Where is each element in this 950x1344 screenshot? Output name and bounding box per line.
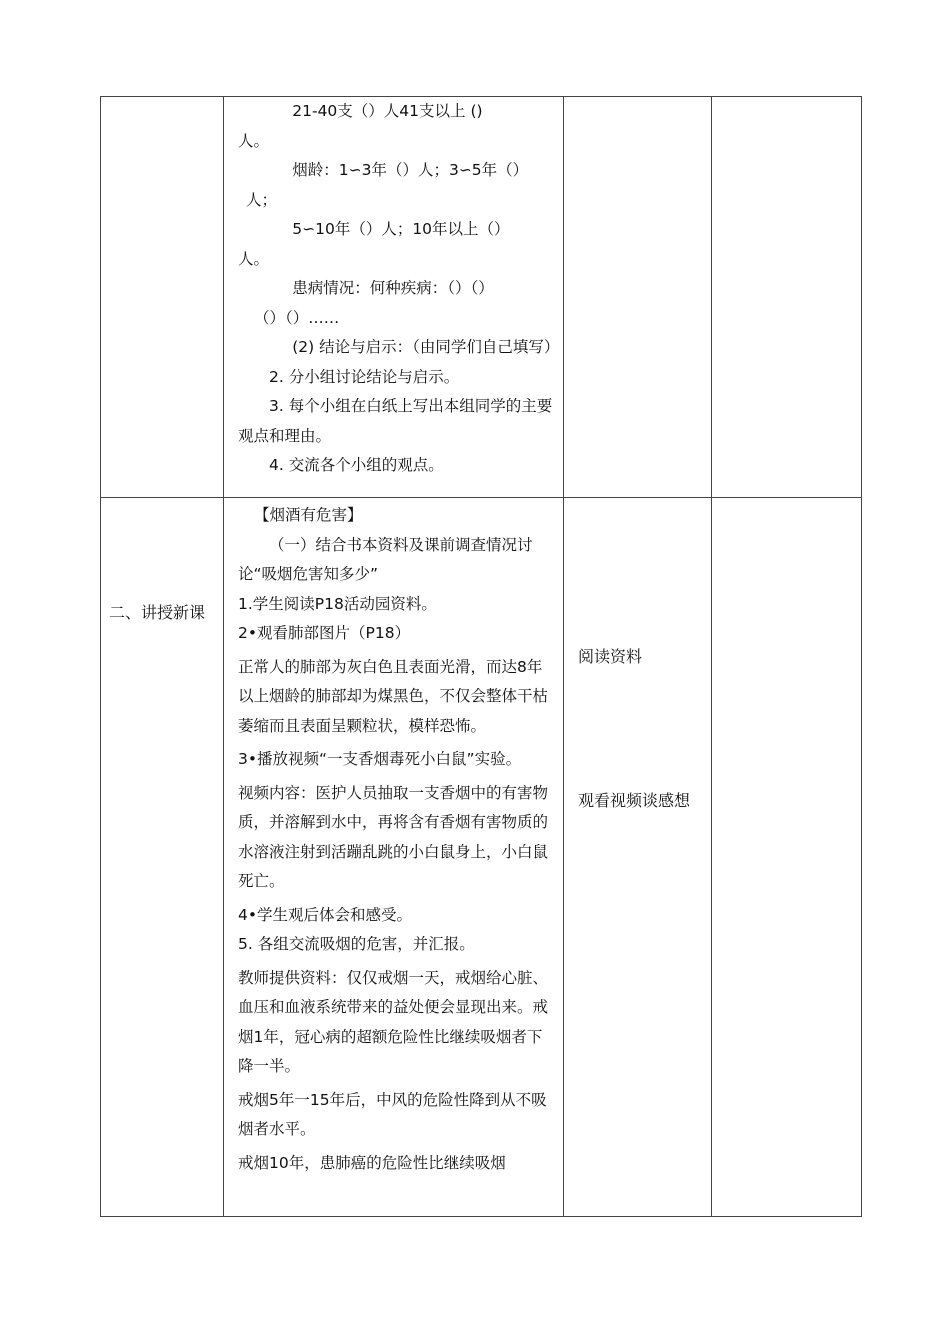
lesson-plan-table (100, 96, 862, 1217)
conclusion-line: (2) 结论与启示：（由同学们自己填写） (292, 338, 560, 356)
notes-cell (712, 498, 862, 1217)
section-heading: 【烟酒有危害】 (254, 506, 363, 524)
student-activity-cell (564, 97, 712, 498)
stage-label: 二、讲授新课 (109, 603, 206, 622)
survey-line: 21-40支（）人41支以上 () (292, 102, 483, 120)
table-row (101, 498, 862, 1217)
step-line: 5. 各组交流吸烟的危害，并汇报。 (238, 935, 475, 953)
step-line: 4. 交流各个小组的观点。 (269, 456, 444, 474)
survey-line: 人。 (238, 131, 270, 150)
survey-line: 患病情况：何种疾病：（）（） (292, 279, 494, 297)
survey-line: 烟龄：1∽3年（）人；3∽5年（） (292, 161, 529, 179)
stage-cell (101, 498, 224, 1217)
survey-line: 人。 (238, 249, 270, 268)
lung-description: 正常人的肺部为灰白色且表面光滑，而达8年以上烟龄的肺部却为煤黑色，不仅会整体干枯萎缩而且表面呈颗粒状，模样恐怖。 (238, 657, 549, 735)
stage-cell (101, 97, 224, 498)
section-subheading: （一）结合书本资料及课前调查情况讨论“吸烟危害知多少” (238, 535, 533, 583)
teacher-material: 教师提供资料：仅仅戒烟一天，戒烟给心脏、血压和血液系统带来的益处便会显现出来。戒烟1年，冠心病的超额危险性比继续吸烟者下降一半。 (238, 968, 549, 1075)
video-description: 视频内容：医护人员抽取一支香烟中的有害物质，并溶解到水中，再将含有香烟有害物质的水溶液注射到活蹦乱跳的小白鼠身上，小白鼠死亡。 (238, 783, 549, 890)
notes-cell (712, 97, 862, 498)
student-activity-video: 观看视频谈感想 (578, 791, 691, 810)
step-line: 4•学生观后体会和感受。 (238, 905, 413, 924)
teacher-activity-cell (224, 498, 564, 1217)
teacher-material: 戒烟5年一15年后，中风的危险性降到从不吸烟者水平。 (238, 1090, 547, 1138)
step-line: 3•播放视频“一支香烟毒死小白鼠”实验。 (238, 750, 522, 768)
student-activity-cell (564, 498, 712, 1217)
teacher-material: 戒烟10年，患肺癌的危险性比继续吸烟 (238, 1153, 506, 1172)
table-row (101, 97, 862, 498)
survey-line: 5∽10年（）人；10年以上（） (292, 220, 510, 238)
survey-line: （）（）…… (254, 308, 340, 327)
step-line: 2. 分小组讨论结论与启示。 (269, 367, 460, 386)
survey-line: 人； (246, 190, 278, 209)
step-line: 3. 每个小组在白纸上写出本组同学的主要观点和理由。 (238, 397, 553, 445)
teacher-activity-cell (224, 97, 564, 498)
student-activity-read: 阅读资料 (578, 647, 643, 666)
step-line: 1.学生阅读P18活动园资料。 (238, 594, 437, 613)
step-line: 2•观看肺部图片（P18） (238, 624, 411, 642)
